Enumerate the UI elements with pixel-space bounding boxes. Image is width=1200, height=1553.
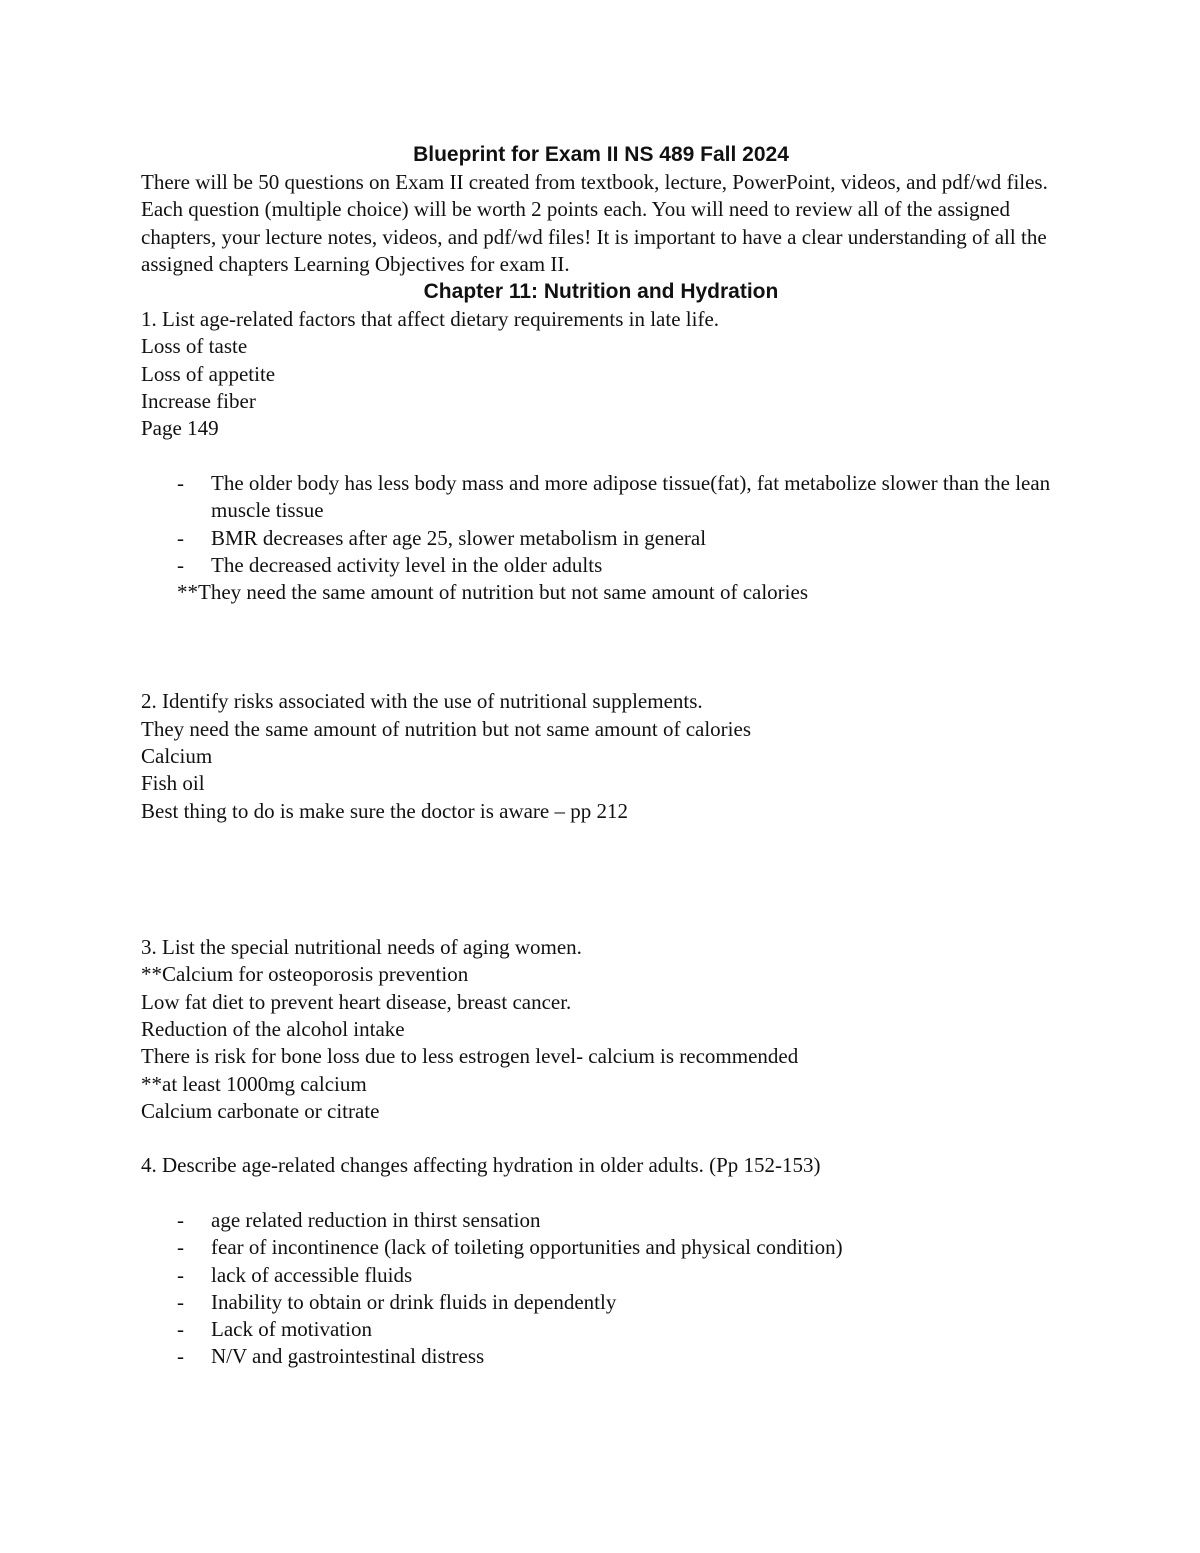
answer-line: Page 149 (141, 416, 219, 441)
bullet-text: fear of incontinence (lack of toileting opportunities and physical condition) (211, 1235, 843, 1260)
dash-marker: - (177, 1235, 184, 1260)
bullet-item (141, 1207, 1061, 1234)
answer-line: **at least 1000mg calcium (141, 1071, 367, 1096)
blank-space (141, 825, 1061, 934)
blank-space (141, 606, 1061, 688)
answer-line: Reduction of the alcohol intake (141, 1016, 405, 1041)
bullet-text: BMR decreases after age 25, slower metabolism in general (211, 525, 707, 550)
bullet-item (141, 525, 1061, 552)
blank-line (141, 1180, 1061, 1207)
bullet-item (141, 1262, 1061, 1289)
answer-line: **Calcium for osteoporosis prevention (141, 962, 469, 987)
answer-line: Loss of appetite (141, 361, 276, 386)
question-1-note: **They need the same amount of nutrition but not same amount of calories (177, 580, 809, 605)
chapter-heading: Chapter 11: Nutrition and Hydration (423, 280, 779, 304)
bullet-item (141, 1343, 1061, 1370)
bullet-item (141, 1316, 1061, 1343)
dash-marker: - (177, 525, 184, 550)
intro-paragraph: There will be 50 questions on Exam II created from textbook, lecture, PowerPoint, videos, and pdf/wd files. Each question (multiple choice) will be worth 2 points each. You will need to review all of the assigned chapters, your lecture notes, videos, and pdf/wd files! It is important to have a clear understanding of all the assigned chapters Learning Objectives for exam II. (141, 170, 1048, 276)
bullet-text: Inability to obtain or drink fluids in dependently (211, 1289, 617, 1314)
question-2-section (141, 688, 1061, 824)
dash-marker: - (177, 1262, 184, 1287)
bullet-item (141, 470, 1061, 525)
question-1-section (141, 306, 1061, 606)
dash-marker: - (177, 1344, 184, 1369)
dash-marker: - (177, 470, 184, 495)
dash-marker: - (177, 1317, 184, 1342)
dash-marker: - (177, 1289, 184, 1314)
question-4-prompt: 4. Describe age-related changes affecting hydration in older adults. (Pp 152-153) (141, 1153, 821, 1178)
question-1-bullet-list (141, 470, 1061, 579)
document-title: Blueprint for Exam II NS 489 Fall 2024 (413, 143, 789, 166)
dash-marker: - (177, 1207, 184, 1232)
question-4-section (141, 1152, 1061, 1370)
question-3-section (141, 934, 1061, 1125)
answer-line: Increase fiber (141, 389, 256, 414)
question-2-prompt: 2. Identify risks associated with the use of nutritional supplements. (141, 689, 703, 714)
question-4-bullet-list (141, 1207, 1061, 1371)
answer-line: Loss of taste (141, 334, 248, 359)
answer-line: Best thing to do is make sure the doctor is aware – pp 212 (141, 798, 628, 823)
blank-line (141, 443, 1061, 470)
answer-line: Fish oil (141, 771, 205, 796)
bullet-text: age related reduction in thirst sensation (211, 1207, 541, 1232)
answer-line: Calcium carbonate or citrate (141, 1098, 380, 1123)
bullet-text: The older body has less body mass and more adipose tissue(fat), fat metabolize slower than the lean muscle tissue (211, 470, 1051, 523)
bullet-item (141, 1289, 1061, 1316)
document-body (141, 141, 1061, 1371)
bullet-text: Lack of motivation (211, 1317, 372, 1342)
dash-marker: - (177, 552, 184, 577)
bullet-item (141, 1234, 1061, 1261)
answer-line: Calcium (141, 743, 213, 768)
answer-line: They need the same amount of nutrition but not same amount of calories (141, 716, 752, 741)
bullet-item (141, 552, 1061, 579)
blank-line (141, 1125, 1061, 1152)
answer-line: There is risk for bone loss due to less estrogen level- calcium is recommended (141, 1044, 799, 1069)
question-1-prompt: 1. List age-related factors that affect dietary requirements in late life. (141, 307, 720, 332)
bullet-text: N/V and gastrointestinal distress (211, 1344, 485, 1369)
bullet-text: lack of accessible fluids (211, 1262, 413, 1287)
answer-line: Low fat diet to prevent heart disease, breast cancer. (141, 989, 572, 1014)
bullet-text: The decreased activity level in the older adults (211, 552, 603, 577)
question-3-prompt: 3. List the special nutritional needs of aging women. (141, 935, 582, 960)
